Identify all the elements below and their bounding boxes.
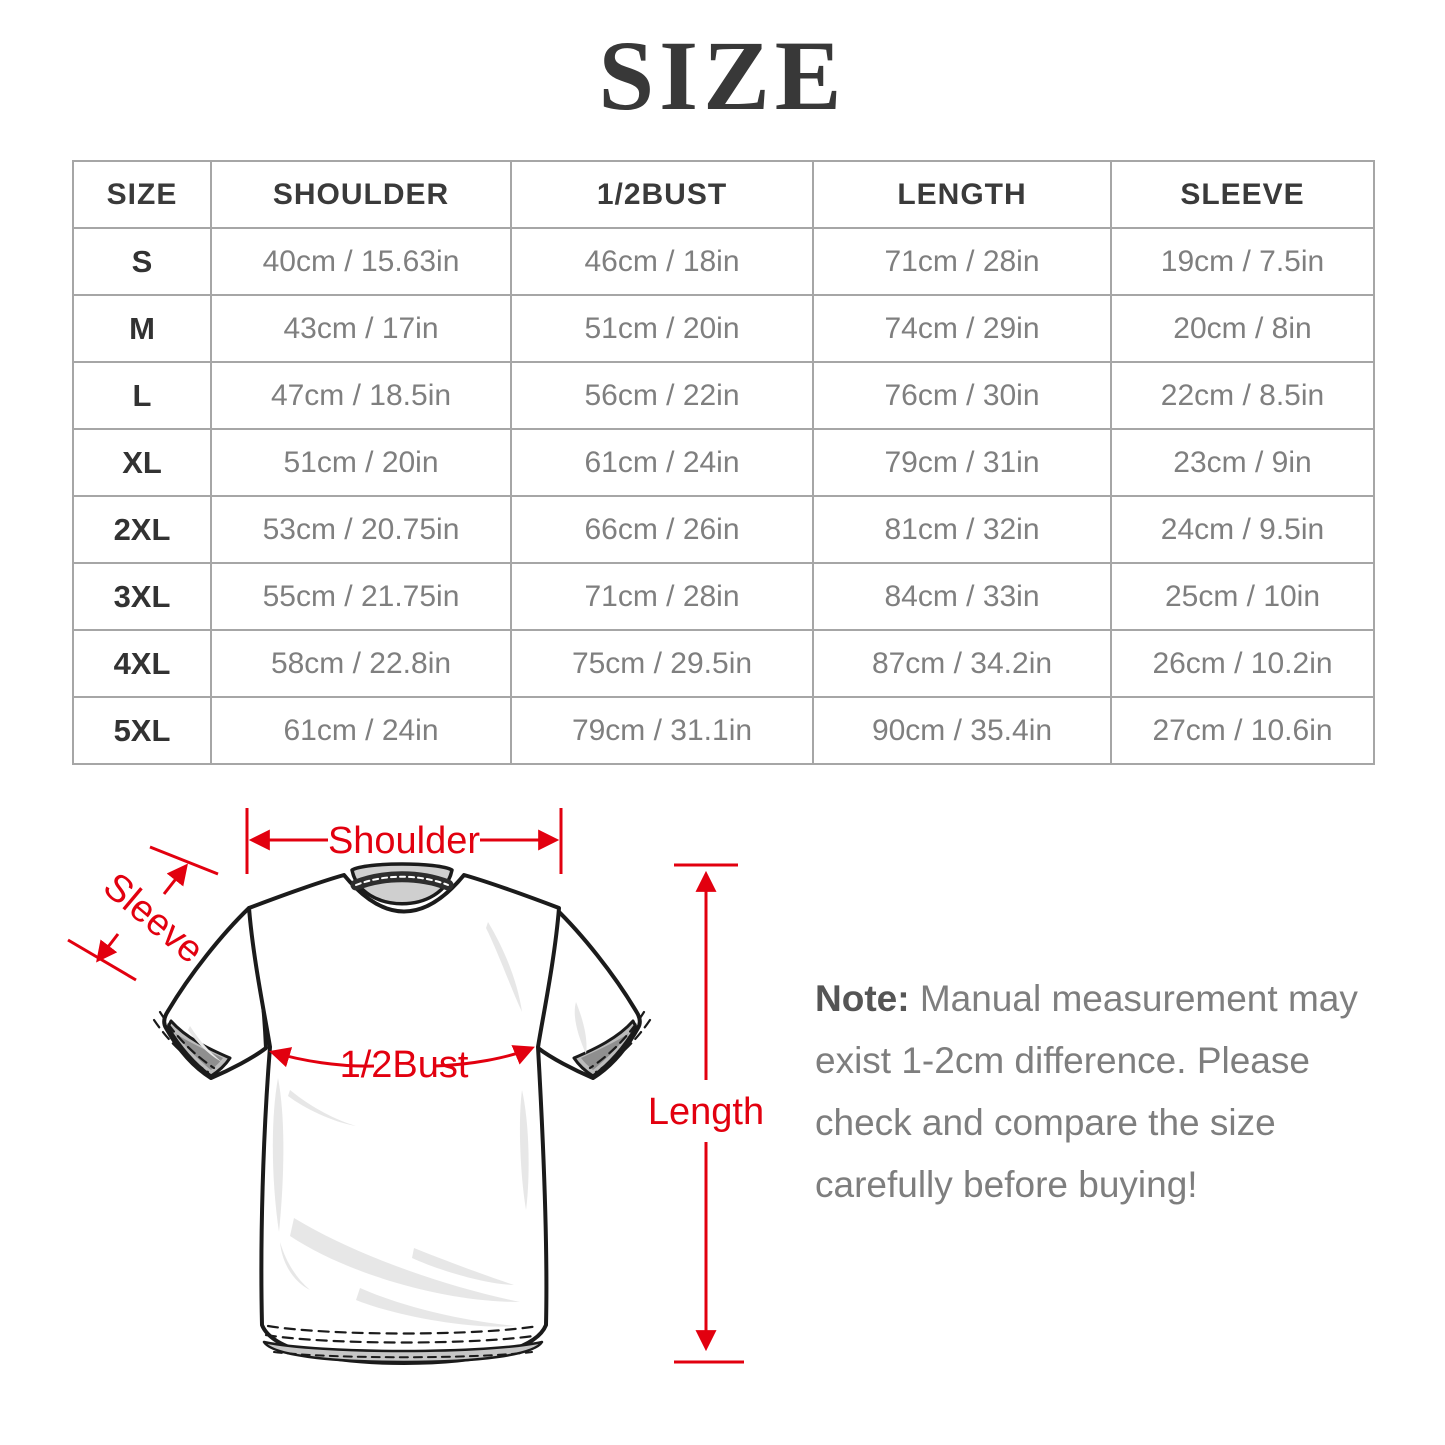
cell-sleeve: 24cm / 9.5in	[1111, 496, 1374, 563]
measurement-note	[815, 968, 1358, 1216]
cell-shoulder: 61cm / 24in	[211, 697, 511, 764]
table-row	[73, 362, 1374, 429]
size-table	[72, 160, 1375, 765]
cell-shoulder: 53cm / 20.75in	[211, 496, 511, 563]
cell-bust: 79cm / 31.1in	[511, 697, 813, 764]
cell-length: 71cm / 28in	[813, 228, 1111, 295]
note-line: carefully before buying!	[815, 1164, 1198, 1205]
tshirt-measurement-diagram	[60, 790, 800, 1440]
table-row	[73, 697, 1374, 764]
row-size-label: 3XL	[73, 563, 211, 630]
cell-length: 79cm / 31in	[813, 429, 1111, 496]
cell-bust: 71cm / 28in	[511, 563, 813, 630]
cell-sleeve: 23cm / 9in	[1111, 429, 1374, 496]
cell-length: 74cm / 29in	[813, 295, 1111, 362]
sleeve-measure-arrow	[68, 847, 218, 980]
cell-length: 87cm / 34.2in	[813, 630, 1111, 697]
cell-sleeve: 25cm / 10in	[1111, 563, 1374, 630]
table-header-row	[73, 161, 1374, 228]
col-header-length: LENGTH	[813, 161, 1111, 228]
shoulder-label: Shoulder	[327, 820, 481, 862]
cell-sleeve: 19cm / 7.5in	[1111, 228, 1374, 295]
col-header-sleeve: SLEEVE	[1111, 161, 1374, 228]
cell-bust: 56cm / 22in	[511, 362, 813, 429]
cell-bust: 66cm / 26in	[511, 496, 813, 563]
row-size-label: 4XL	[73, 630, 211, 697]
cell-bust: 46cm / 18in	[511, 228, 813, 295]
table-row	[73, 496, 1374, 563]
row-size-label: S	[73, 228, 211, 295]
cell-shoulder: 43cm / 17in	[211, 295, 511, 362]
length-label: Length	[647, 1091, 765, 1133]
cell-length: 90cm / 35.4in	[813, 697, 1111, 764]
page-title: SIZE	[598, 20, 847, 131]
cell-shoulder: 55cm / 21.75in	[211, 563, 511, 630]
cell-length: 76cm / 30in	[813, 362, 1111, 429]
table-row	[73, 630, 1374, 697]
cell-shoulder: 58cm / 22.8in	[211, 630, 511, 697]
note-line	[815, 968, 1358, 1030]
tshirt-body	[249, 875, 559, 1363]
col-header-shoulder: SHOULDER	[211, 161, 511, 228]
cell-length: 81cm / 32in	[813, 496, 1111, 563]
cell-sleeve: 22cm / 8.5in	[1111, 362, 1374, 429]
cell-bust: 51cm / 20in	[511, 295, 813, 362]
bust-label: 1/2Bust	[339, 1044, 469, 1086]
table-row	[73, 429, 1374, 496]
note-label: Note:	[815, 978, 910, 1019]
row-size-label: XL	[73, 429, 211, 496]
cell-shoulder: 40cm / 15.63in	[211, 228, 511, 295]
row-size-label: 5XL	[73, 697, 211, 764]
note-line: check and compare the size	[815, 1102, 1276, 1143]
row-size-label: L	[73, 362, 211, 429]
cell-sleeve: 26cm / 10.2in	[1111, 630, 1374, 697]
cell-shoulder: 51cm / 20in	[211, 429, 511, 496]
length-measure-arrow	[648, 865, 764, 1362]
table-row	[73, 228, 1374, 295]
note-line: exist 1-2cm difference. Please	[815, 1040, 1310, 1081]
col-header-bust: 1/2BUST	[511, 161, 813, 228]
note-text: Manual measurement may	[919, 978, 1358, 1019]
cell-bust: 61cm / 24in	[511, 429, 813, 496]
row-size-label: M	[73, 295, 211, 362]
tshirt-illustration	[154, 864, 650, 1363]
sleeve-label: Sleeve	[95, 865, 212, 972]
cell-sleeve: 20cm / 8in	[1111, 295, 1374, 362]
row-size-label: 2XL	[73, 496, 211, 563]
cell-sleeve: 27cm / 10.6in	[1111, 697, 1374, 764]
cell-length: 84cm / 33in	[813, 563, 1111, 630]
table-row	[73, 563, 1374, 630]
col-header-size: SIZE	[73, 161, 211, 228]
table-row	[73, 295, 1374, 362]
cell-shoulder: 47cm / 18.5in	[211, 362, 511, 429]
cell-bust: 75cm / 29.5in	[511, 630, 813, 697]
